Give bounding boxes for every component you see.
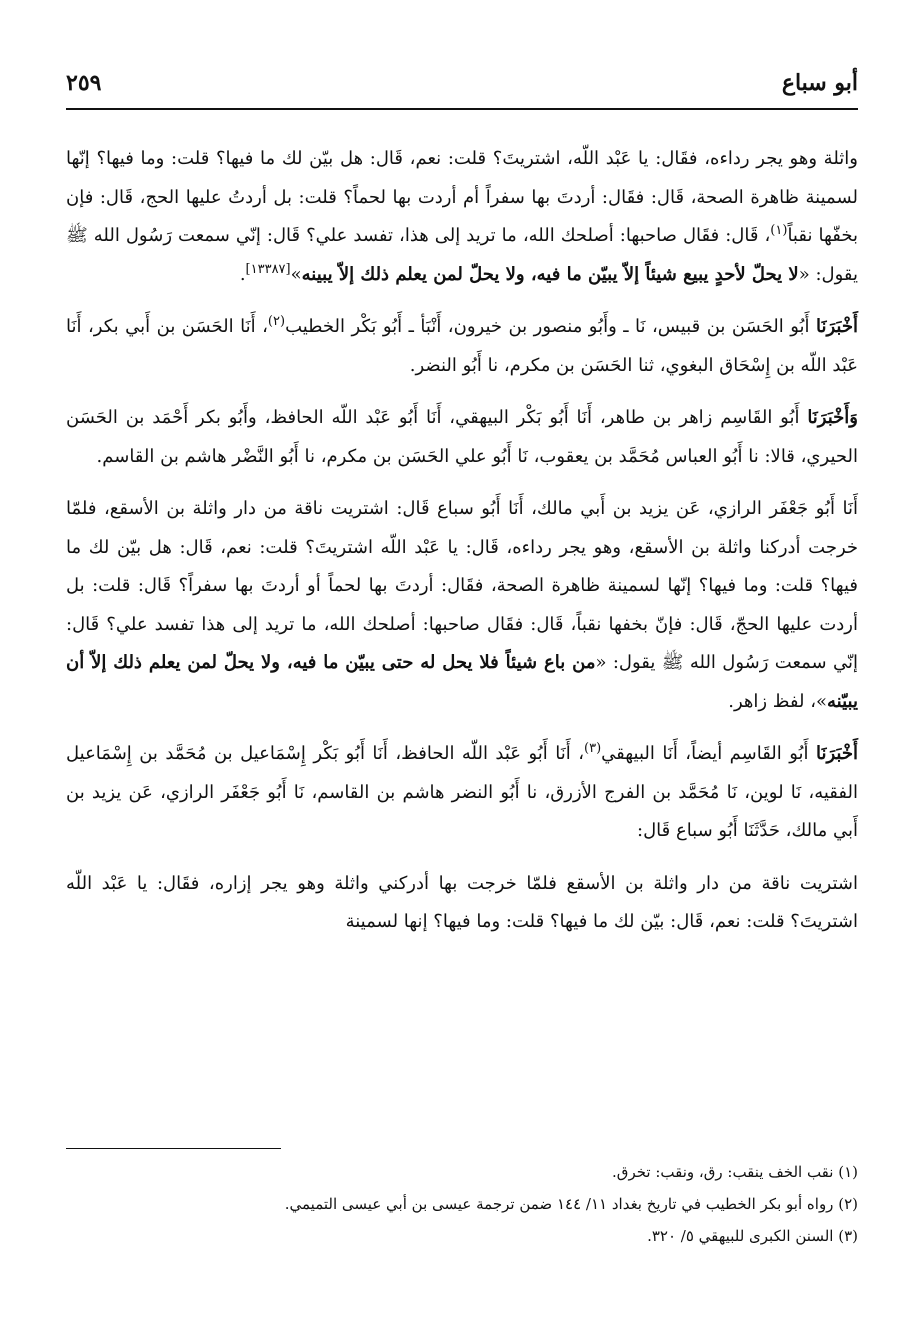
paragraph-4 xyxy=(66,490,858,721)
page-body xyxy=(66,140,858,956)
footnote-text: نقب الخف ينقب: رق، ونقب: تخرق. xyxy=(612,1163,834,1181)
text-run: ، قَال: فقَال صاحبها: أصلحك الله، ما تريد إلى هذا، تفسد علي؟ قَال: إنّي سمعت رَسُول الله ﷺ يقول: « xyxy=(66,225,858,285)
page-number: ٢٥٩ xyxy=(66,70,102,96)
text-run: » xyxy=(290,263,302,285)
paragraph-5 xyxy=(66,735,858,851)
paragraph-6 xyxy=(66,865,858,942)
header-rule xyxy=(66,108,858,110)
text-run: اشتريت ناقة من دار واثلة بن الأسقع فلمّا خرجت بها أدركني واثلة وهو يجر إزاره، فقَال: يا عَبْد اللّه اشتريتَ؟ قلت: نعم، قَال: بيّن لك ما فيها؟ قلت: وما فيها؟ إنها لسمينة xyxy=(66,872,858,932)
hadith-text: من باع شيئاً فلا يحل له حتى يبيّن ما فيه، ولا يحلّ لمن يعلم ذلك إلاّ أن يبيّنه xyxy=(66,652,858,712)
hadith-text: لا يحلّ لأحدٍ يبيع شيئاً إلاّ يبيّن ما فيه، ولا يحلّ لمن يعلم ذلك إلاّ يبينه xyxy=(301,263,799,285)
text-run: ، أَنَا الحَسَن بن أَبي بكر، أَنَا عَبْد اللّه بن إِسْحَاق البغوي، ثنا الحَسَن بن مكرم، نا أَبُو النضر. xyxy=(66,316,858,376)
footnote-1 xyxy=(66,1158,858,1186)
page-header xyxy=(66,70,858,110)
isnad-opener: أَخْبَرَنَا xyxy=(816,316,858,337)
footnote-ref-1: (١) xyxy=(770,223,788,238)
text-run: . xyxy=(239,263,246,285)
isnad-opener: أَخْبَرَنَا xyxy=(816,743,858,764)
footnote-number: (١) xyxy=(838,1163,858,1181)
footnote-3 xyxy=(66,1222,858,1250)
footnote-rule xyxy=(66,1148,281,1149)
text-run: أَبُو الحَسَن بن قبيس، نَا ـ وأَبُو منصور بن خيرون، أَنْبَأ ـ أَبُو بَكْر الخطيب xyxy=(285,316,816,337)
text-run: أَنَا أَبُو جَعْفَر الرازي، عَن يزيد بن أَبي مالك، أَنَا أَبُو سباع قَال: اشتريت ناقة من دار واثلة بن الأسقع، فلمّا خرجت أدركنا واثلة بن الأسقع، وهو يجر رداءه، قَال: يا عَبْد اللّه اشتريتَ؟ قلت: نعم، قَال: هل بيّن لك ما فيها؟ قلت: وما فيها؟ إنّها لسمينة ظاهرة الصحة، فقَال: أردتَ بها لحماً أو أردتَ بها سفراً؟ قَال: قلت: بل أردت عليها الحجّ، قَال: فإنّ بخفها نقباً، قَال: فقَال صاحبها: أصلحك الله، ما تريد إلى هذا تفسد علي؟ قَال: إنّي سمعت رَسُول الله ﷺ يقول: « xyxy=(66,498,859,673)
paragraph-3 xyxy=(66,399,858,476)
hadith-number: [١٣٣٨٧] xyxy=(245,261,291,277)
footnote-number: (٢) xyxy=(838,1195,858,1213)
running-title: أبو سباع xyxy=(781,70,858,96)
text-run: أَبُو القَاسِم زاهر بن طاهر، أَنَا أَبُو بَكْر البيهقي، أَنَا أَبُو عَبْد اللّه الحافظ، وأَبُو بكر أَحْمَد بن الحَسَن الحيري، قالا: نا أَبُو العباس مُحَمَّد بن يعقوب، نَا أَبُو علي الحَسَن بن مكرم، نا أَبُو النَّضْر هاشم بن القاسم. xyxy=(66,407,858,467)
isnad-opener: وَأَخْبَرَنَا xyxy=(807,407,858,428)
footnote-number: (٣) xyxy=(838,1227,858,1245)
paragraph-1 xyxy=(66,140,858,294)
paragraph-2 xyxy=(66,308,858,385)
footnotes xyxy=(66,1158,858,1254)
text-run: أَبُو القَاسِم أيضاً، أَنَا البيهقي xyxy=(601,743,816,764)
footnote-ref-2: (٢) xyxy=(267,314,286,329)
footnote-2 xyxy=(66,1190,858,1218)
footnote-text: السنن الكبرى للبيهقي ٥/ ٣٢٠. xyxy=(647,1227,834,1245)
text-run: ، أَنَا أَبُو عَبْد اللّه الحافظ، أَنَا أَبُو بَكْر إِسْمَاعيل بن مُحَمَّد بن إِسْمَاعيل الفقيه، نَا لوين، نَا مُحَمَّد بن الفرج الأزرق، نا أَبُو النضر هاشم بن القاسم، نَا أَبُو جَعْفَر الرازي، عَن يزيد بن أَبي مالك، حَدَّثَنَا أَبُو سباع قَال: xyxy=(66,743,858,841)
footnote-ref-3: (٣) xyxy=(584,741,602,756)
footnote-text: رواه أبو بكر الخطيب في تاريخ بغداد ١١/ ١٤٤ ضمن ترجمة عيسى بن أبي عيسى التميمي. xyxy=(284,1195,834,1213)
text-run: »، لفظ زاهر. xyxy=(728,690,828,712)
text-run: واثلة وهو يجر رداءه، فقَال: يا عَبْد اللّه، اشتريتَ؟ قلت: نعم، قَال: هل بيّن لك ما فيها؟ قلت: وما فيها؟ إنّها لسمينة ظاهرة الصحة، قَال: فقَال: أردتَ بها سفراً أم أردت بها لحماً؟ قلت: بل أردتُ عليها الحج، قَال: فإن بخفّها نقباً xyxy=(66,148,858,246)
